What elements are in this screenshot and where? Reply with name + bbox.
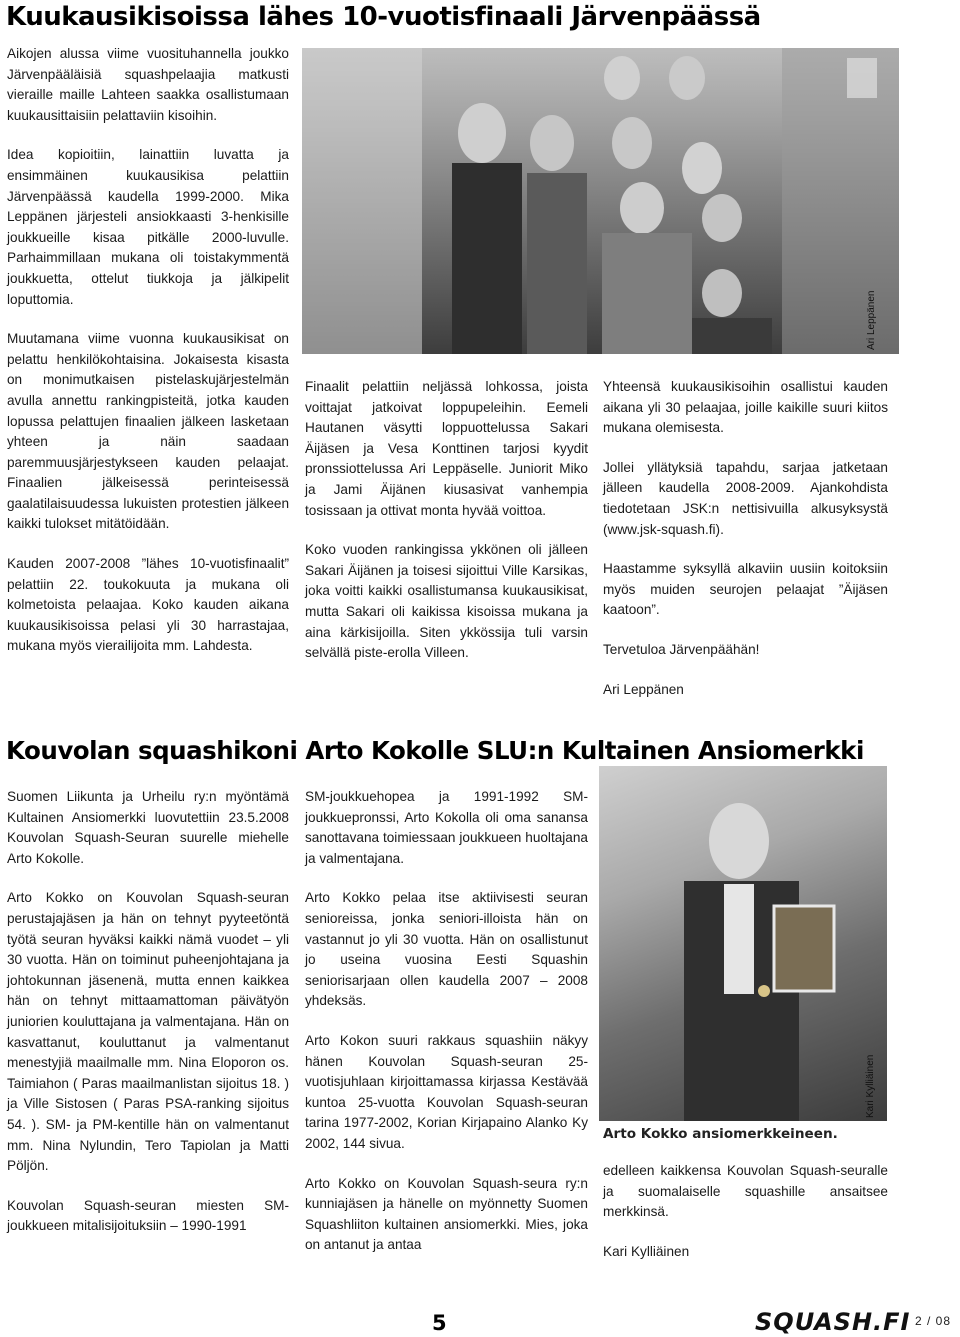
arto-photo-caption: Arto Kokko ansiomerkkeineen. (603, 1126, 838, 1142)
issue-number: 2 / 08 (915, 1314, 952, 1328)
article2-paragraph: Arto Kokko on Kouvolan Squash-seuran perustajajäsen ja hän on tehnyt pyyteetöntä työtä seuran hyväksi kaikki nämä vuodet – yli 30 vuotta. Hän on toiminut puheenjohtajana ja johtokunnan jäsenenä, mutta ennen kaikkea hän on tehnyt mittaamattoman päivätyön juniorien kouluttajana ja valmentajana. Hän on kasvattanut, kouluttanut ja valmentanut menestyjiä maailmalle mm. Nina Eloporon os. Taimiahon ( Paras maailmanlistan sijoitus 18. ) ja Ville Sistosen ( Paras PSA-ranking sijoitus 54. ). SM- ja PM-kentille hän on valmentanut mm. Nina Nylundin, Tero Tapiolan ja Matti Pöljön. (7, 890, 289, 1174)
article1-column-1 (7, 44, 289, 657)
article1-paragraph: Muutamana viime vuonna kuukausikisat on pelattu henkilökohtaisina. Jokaisesta kisasta on monimutkaisen pistelaskujärjestelmän avulla annettu rankingpisteitä, jotka kauden lopussa pelattujen finaalien jälkeen lasketaan yhteen ja näin saadaan paremmuusjärjestykseen kauden pelaajat. Finaalien jälkeisessä perinteisessä gaalatilaisuudessa lukuisten protestien jälkeen kaikki tulokset mitätöidään. (7, 331, 289, 532)
article2-paragraph: Arto Kokko on Kouvolan Squash-seura ry:n kunniajäsen ja hänelle on myönnetty Suomen Squashliiton kultainen ansiomerkki. Mies, joka on antanut ja antaa (305, 1175, 588, 1253)
article2-paragraph: Arto Kokon suuri rakkaus squashiin näkyy hänen Kouvolan Squash-seuran 25-vuotisjuhlaan kirjoittamassa kirjassa Kestävää kuntoa 25-vuotta Kouvolan Squash-seuran tarina 1977-2002, Korian Kirjapaino Alanko Ky 2002, 144 sivua. (305, 1032, 588, 1151)
article1-paragraph: Aikojen alussa viime vuosituhannella joukko Järvenpääläisiä squashpelaajia matkusti vieraille maille Lahteen saakka osallistumaan kuukausittaisiin pelattaviin kisoihin. (7, 46, 289, 123)
article1-paragraph: Yhteensä kuukausikisoihin osallistui kauden aikana yli 30 pelaajaa, joille kaikille suuri kiitos mukana olemisesta. (603, 379, 888, 436)
team-photo-placeholder-graphic (302, 48, 899, 354)
article2-column-3 (603, 1161, 888, 1262)
team-group-photo (302, 48, 899, 354)
article1-paragraph: Finaalit pelattiin neljässä lohkossa, joista voittajat jatkoivat loppupeleihin. Eemeli Hautanen väsytti loppuottelussa Sakari Äijäsen ja Vesa Konttinen tarjosi kyydit pronssiottelussa Ari Leppäselle. Juniorit Miko ja Jami Äijänen kiusasivat vanhempia tosissaan ja ottivat monta hyvää voittoa. (305, 379, 588, 518)
article1-paragraph: Idea kopioitiin, lainattiin luvatta ja ensimmäinen kuukausikisa pelattiin Järvenpäässä kaudella 1999-2000. Mika Leppänen järjesteli ansiokkaasti 3-henkisille joukkueille kisaa pitkälle 2000-luvulle. Parhaimmillaan mukana oli toistakymmentä joukkuetta, ottelut tiukkoja ja jälkipelit loputtomia. (7, 147, 289, 307)
article1-paragraph: Kauden 2007-2008 ”lähes 10-vuotisfinaalit” pelattiin 22. toukokuuta ja mukana oli kolmetoista pelaajaa. Koko kauden aikana kuukausikisoissa pelasi yli 30 harrastajaa, mukana myös vierailijoita mm. Lahdesta. (7, 556, 289, 654)
article1-column-2 (305, 377, 588, 664)
arto-photo-credit: Kari Kylliäinen (865, 1054, 876, 1118)
page-number: 5 (432, 1311, 447, 1335)
squash-fi-logo: SQUASH.FI (755, 1308, 911, 1336)
arto-kokko-photo (599, 766, 887, 1121)
article2-paragraph: Arto Kokko pelaa itse aktiivisesti seuran senioreissa, jonka seniori-illoista hän on vastannut jo yli 30 vuotta. Hän on osallistunut jo useina vuosina Eesti Squashin seniorisarjaan ollen kaudella 2007 – 2008 yhdeksäs. (305, 890, 588, 1009)
article1-paragraph: Haastamme syksyllä alkaviin uusiin koitoksiin myös muiden seurojen pelaajat ”Äijäsen kaatoon”. (603, 561, 888, 618)
article2-column-1 (7, 787, 289, 1237)
article1-paragraph: Jollei yllätyksiä tapahdu, sarjaa jatketaan jälleen kaudella 2008-2009. Ajankohdista tiedotetaan JSK:n nettisivuilla alkusyksystä (www.jsk-squash.fi). (603, 459, 888, 537)
article2-author: Kari Kylliäinen (603, 1243, 690, 1259)
article1-paragraph: Tervetuloa Järvenpäähän! (603, 641, 760, 657)
article2-paragraph: edelleen kaikkensa Kouvolan Squash-seuralle ja suomalaiselle squashille ansaitsee merkkinsä. (603, 1163, 888, 1220)
article1-column-3 (603, 377, 888, 700)
article2-paragraph: SM-joukkuehopea ja 1991-1992 SM-joukkuepronssi, Arto Kokolla oli oma sanansa sanottavana toimiessaan joukkueen huoltajana ja valmentajana. (305, 789, 588, 866)
article2-paragraph: Suomen Liikunta ja Urheilu ry:n myöntämä Kultainen Ansiomerkki luovutettiin 23.5.2008 Kouvolan Squash-Seuran suurelle miehelle Arto Kokolle. (7, 789, 289, 866)
article1-paragraph: Koko vuoden rankingissa ykkönen oli jälleen Sakari Äijänen ja toisesi sijoittui Ville Karsikas, joka voitti kaikki osallistumansa kuukausikisat, mutta Sakari oli kaikissa kisoissa mukana ja aina kärkisijoilla. Siten ykkössija tuli varsin selvällä piste-erolla Villeen. (305, 542, 588, 661)
article2-headline: Kouvolan squashikoni Arto Kokolle SLU:n Kultainen Ansiomerkki (6, 736, 864, 765)
article2-column-2 (305, 787, 588, 1256)
article2-paragraph: Kouvolan Squash-seuran miesten SM-joukkueen mitalisijoituksiin – 1990-1991 (7, 1197, 289, 1234)
team-photo-credit: Ari Leppänen (866, 290, 877, 350)
article1-headline: Kuukausikisoissa lähes 10-vuotisfinaali Järvenpäässä (6, 2, 761, 32)
article1-author: Ari Leppänen (603, 681, 684, 697)
arto-photo-placeholder-graphic (599, 766, 887, 1121)
